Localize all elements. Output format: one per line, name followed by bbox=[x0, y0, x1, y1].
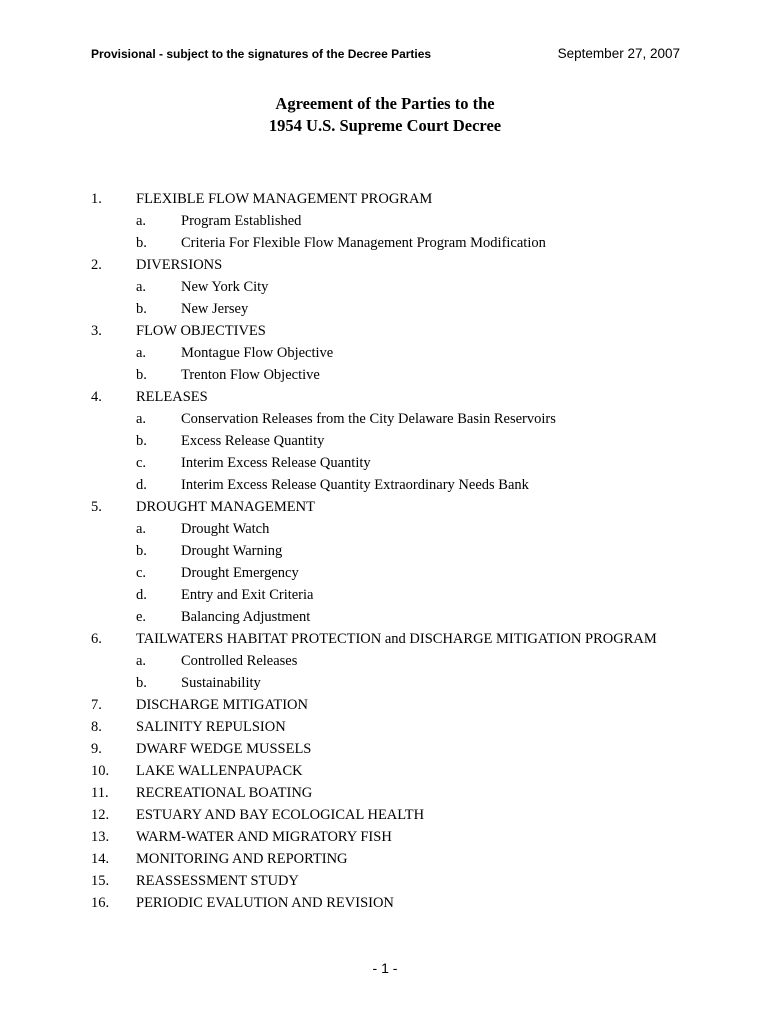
subsection-title: Montague Flow Objective bbox=[181, 345, 334, 361]
document-title-line-2: 1954 U.S. Supreme Court Decree bbox=[268, 116, 502, 135]
toc-subsection bbox=[0, 606, 770, 628]
section-number: 5. bbox=[91, 499, 102, 515]
toc-subsection bbox=[0, 474, 770, 496]
subsection-title: Entry and Exit Criteria bbox=[181, 587, 314, 603]
subsection-title: New York City bbox=[181, 279, 269, 295]
subsection-letter: a. bbox=[136, 653, 147, 669]
toc-subsection bbox=[0, 364, 770, 386]
section-title: MONITORING AND REPORTING bbox=[136, 851, 348, 867]
subsection-title: Sustainability bbox=[181, 675, 261, 691]
toc-subsection bbox=[0, 540, 770, 562]
subsection-letter: b. bbox=[136, 543, 147, 559]
subsection-letter: b. bbox=[136, 301, 147, 317]
section-title: FLOW OBJECTIVES bbox=[136, 323, 266, 339]
section-title: FLEXIBLE FLOW MANAGEMENT PROGRAM bbox=[136, 191, 433, 207]
section-title: WARM-WATER AND MIGRATORY FISH bbox=[136, 829, 392, 845]
section-title: DWARF WEDGE MUSSELS bbox=[136, 741, 312, 757]
toc-section bbox=[0, 870, 770, 892]
table-of-contents bbox=[0, 188, 770, 914]
toc-section bbox=[0, 804, 770, 826]
subsection-letter: a. bbox=[136, 345, 147, 361]
subsection-letter: b. bbox=[136, 367, 147, 383]
toc-section bbox=[0, 760, 770, 782]
subsection-letter: a. bbox=[136, 411, 147, 427]
toc-section bbox=[0, 254, 770, 276]
section-number: 2. bbox=[91, 257, 102, 273]
section-title: ESTUARY AND BAY ECOLOGICAL HEALTH bbox=[136, 807, 425, 823]
section-number: 7. bbox=[91, 697, 102, 713]
subsection-title: Drought Warning bbox=[181, 543, 283, 559]
toc-section bbox=[0, 628, 770, 650]
toc-section bbox=[0, 320, 770, 342]
toc-section bbox=[0, 738, 770, 760]
subsection-letter: b. bbox=[136, 675, 147, 691]
toc-subsection bbox=[0, 298, 770, 320]
section-title: DIVERSIONS bbox=[136, 257, 223, 273]
document-title-line-1: Agreement of the Parties to the bbox=[275, 94, 495, 113]
toc-subsection bbox=[0, 650, 770, 672]
section-number: 4. bbox=[91, 389, 102, 405]
section-number: 14. bbox=[91, 851, 110, 867]
section-title: DROUGHT MANAGEMENT bbox=[136, 499, 315, 515]
section-number: 13. bbox=[91, 829, 110, 845]
section-number: 8. bbox=[91, 719, 102, 735]
section-number: 9. bbox=[91, 741, 102, 757]
section-number: 11. bbox=[91, 785, 109, 801]
toc-subsection bbox=[0, 232, 770, 254]
toc-subsection bbox=[0, 276, 770, 298]
subsection-letter: d. bbox=[136, 477, 147, 493]
section-title: TAILWATERS HABITAT PROTECTION and DISCHARGE MITIGATION PROGRAM bbox=[136, 631, 657, 647]
toc-section bbox=[0, 694, 770, 716]
section-number: 3. bbox=[91, 323, 102, 339]
subsection-letter: c. bbox=[136, 565, 147, 581]
page-number: - 1 - bbox=[372, 960, 398, 976]
toc-subsection bbox=[0, 342, 770, 364]
section-title: REASSESSMENT STUDY bbox=[136, 873, 299, 889]
toc-section bbox=[0, 716, 770, 738]
toc-section bbox=[0, 892, 770, 914]
toc-section bbox=[0, 386, 770, 408]
section-title: PERIODIC EVALUTION AND REVISION bbox=[136, 895, 394, 911]
subsection-letter: a. bbox=[136, 279, 147, 295]
subsection-letter: a. bbox=[136, 521, 147, 537]
toc-subsection bbox=[0, 518, 770, 540]
toc-section bbox=[0, 848, 770, 870]
section-title: RELEASES bbox=[136, 389, 208, 405]
subsection-letter: c. bbox=[136, 455, 147, 471]
document-date: September 27, 2007 bbox=[557, 46, 680, 61]
subsection-title: Controlled Releases bbox=[181, 653, 298, 669]
section-number: 6. bbox=[91, 631, 102, 647]
subsection-letter: b. bbox=[136, 433, 147, 449]
toc-section bbox=[0, 496, 770, 518]
subsection-title: Trenton Flow Objective bbox=[181, 367, 320, 383]
section-number: 16. bbox=[91, 895, 110, 911]
toc-section bbox=[0, 826, 770, 848]
subsection-title: Drought Emergency bbox=[181, 565, 299, 581]
subsection-letter: a. bbox=[136, 213, 147, 229]
subsection-letter: d. bbox=[136, 587, 147, 603]
toc-subsection bbox=[0, 452, 770, 474]
subsection-title: Excess Release Quantity bbox=[181, 433, 325, 449]
subsection-title: Interim Excess Release Quantity bbox=[181, 455, 371, 471]
section-number: 12. bbox=[91, 807, 110, 823]
subsection-title: Balancing Adjustment bbox=[181, 609, 311, 625]
toc-subsection bbox=[0, 584, 770, 606]
section-title: SALINITY REPULSION bbox=[136, 719, 286, 735]
subsection-letter: e. bbox=[136, 609, 147, 625]
toc-section bbox=[0, 782, 770, 804]
toc-section bbox=[0, 188, 770, 210]
provisional-notice: Provisional - subject to the signatures of the Decree Parties bbox=[91, 47, 432, 61]
toc-subsection bbox=[0, 562, 770, 584]
section-number: 15. bbox=[91, 873, 110, 889]
section-title: LAKE WALLENPAUPACK bbox=[136, 763, 303, 779]
toc-subsection bbox=[0, 210, 770, 232]
subsection-title: Program Established bbox=[181, 213, 302, 229]
subsection-title: Drought Watch bbox=[181, 521, 270, 537]
subsection-title: Criteria For Flexible Flow Management Program Modification bbox=[181, 235, 546, 251]
toc-subsection bbox=[0, 672, 770, 694]
toc-subsection bbox=[0, 408, 770, 430]
section-title: DISCHARGE MITIGATION bbox=[136, 697, 308, 713]
subsection-title: Interim Excess Release Quantity Extraordinary Needs Bank bbox=[181, 477, 529, 493]
subsection-letter: b. bbox=[136, 235, 147, 251]
section-number: 10. bbox=[91, 763, 110, 779]
section-title: RECREATIONAL BOATING bbox=[136, 785, 313, 801]
subsection-title: New Jersey bbox=[181, 301, 249, 317]
toc-subsection bbox=[0, 430, 770, 452]
section-number: 1. bbox=[91, 191, 102, 207]
subsection-title: Conservation Releases from the City Delaware Basin Reservoirs bbox=[181, 411, 556, 427]
